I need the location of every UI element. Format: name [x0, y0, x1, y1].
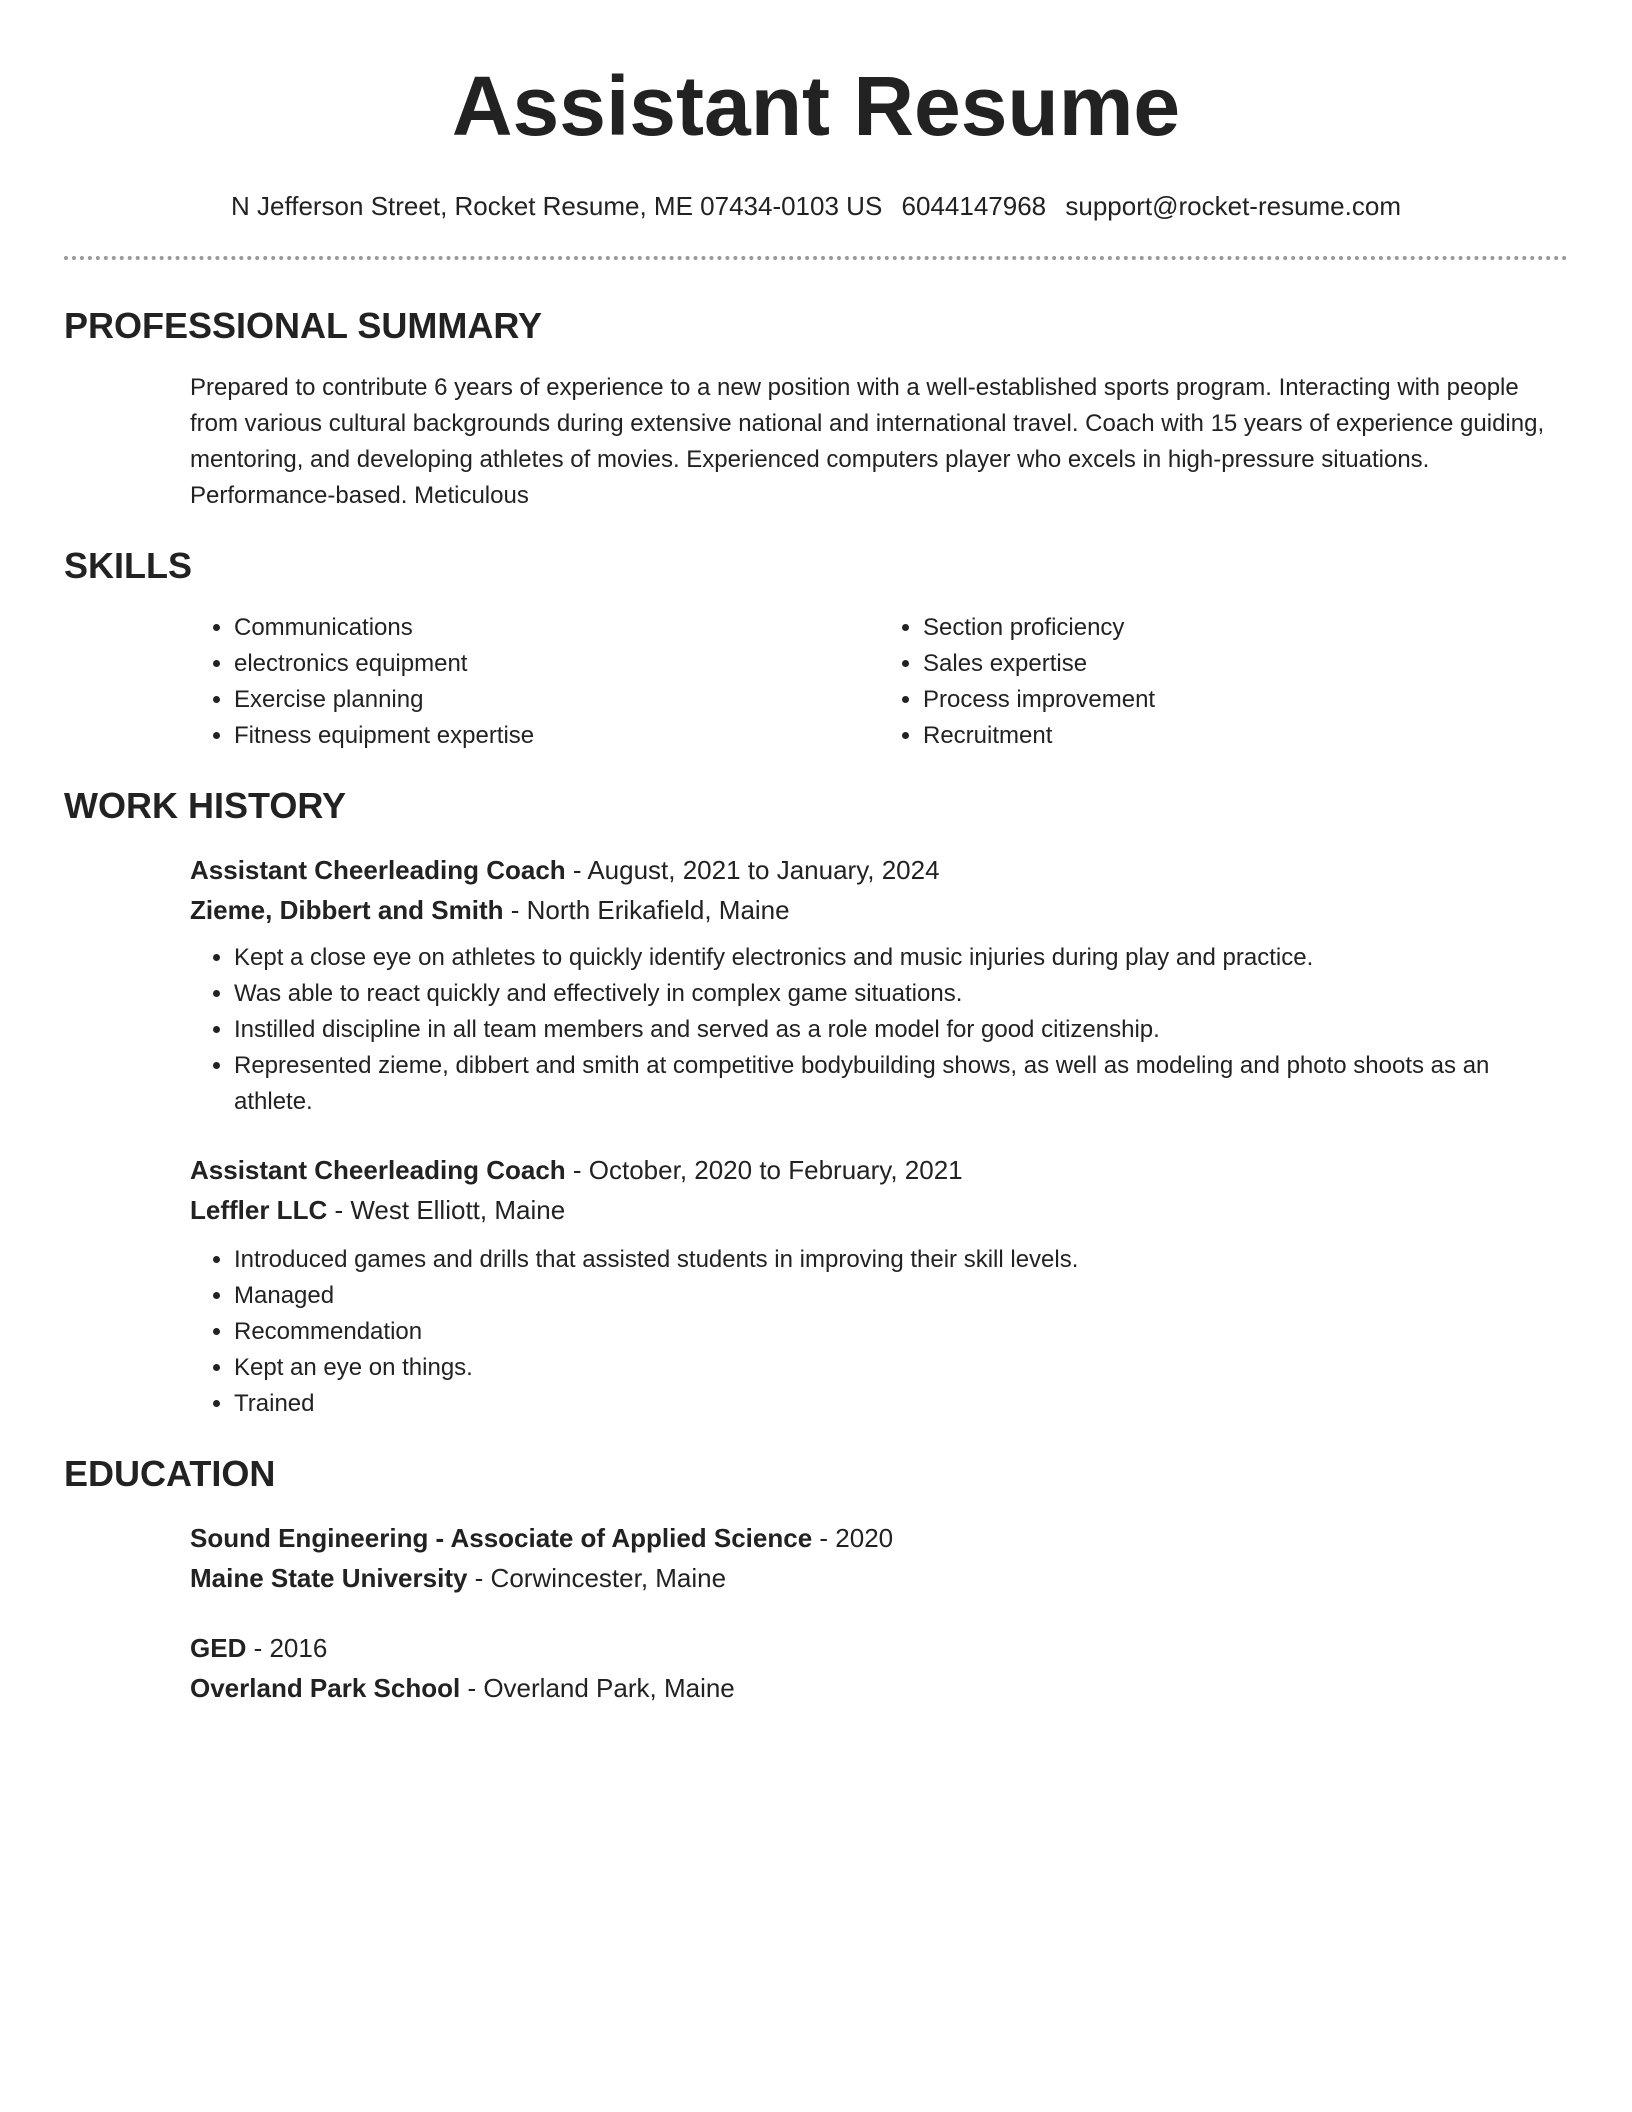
education-location: - Overland Park, Maine — [460, 1673, 735, 1703]
resume-title: Assistant Resume — [451, 59, 1181, 153]
job-company-line — [190, 890, 1568, 930]
summary-section — [64, 304, 1568, 514]
job-title-line — [190, 1150, 1568, 1190]
job-title: Assistant Cheerleading Coach — [190, 855, 566, 885]
education-year: - 2020 — [812, 1523, 894, 1553]
education-year: - 2016 — [246, 1633, 328, 1663]
education-entry — [190, 1628, 1568, 1708]
education-school-line — [190, 1668, 1568, 1708]
education-degree: GED — [190, 1633, 247, 1663]
education-school: Maine State University — [190, 1563, 468, 1593]
education-section — [64, 1452, 1568, 1708]
job-company: Zieme, Dibbert and Smith — [190, 895, 504, 925]
job-bullets — [190, 940, 1568, 1120]
contact-phone: 6044147968 — [901, 191, 1047, 221]
list-item: • Process improvement — [923, 682, 1568, 718]
job-dates: - August, 2021 to January, 2024 — [565, 855, 940, 885]
education-school: Overland Park School — [190, 1673, 461, 1703]
list-item: • Managed — [234, 1278, 1568, 1314]
skills-left-list — [190, 610, 879, 754]
contact-email[interactable]: support@rocket-resume.com — [1065, 191, 1401, 221]
job-bullets — [190, 1242, 1568, 1422]
skills-right-list — [879, 610, 1568, 754]
summary-heading: PROFESSIONAL SUMMARY — [64, 305, 543, 346]
skills-section — [64, 544, 1568, 754]
education-school-line — [190, 1558, 1568, 1598]
list-item: • Sales expertise — [923, 646, 1568, 682]
skills-columns — [190, 610, 1568, 754]
work-section — [64, 784, 1568, 1422]
list-item: • Instilled discipline in all team members and served as a role model for good citizenship. — [234, 1012, 1568, 1048]
job-location: - West Elliott, Maine — [327, 1195, 566, 1225]
list-item: • Kept a close eye on athletes to quickly identify electronics and music injuries during play and practice. — [234, 940, 1568, 976]
job-company-line — [190, 1190, 1568, 1230]
list-item: • Recruitment — [923, 718, 1568, 754]
education-degree-line — [190, 1628, 1568, 1668]
list-item: • Was able to react quickly and effectively in complex game situations. — [234, 976, 1568, 1012]
job-dates: - October, 2020 to February, 2021 — [565, 1155, 963, 1185]
education-location: - Corwincester, Maine — [467, 1563, 727, 1593]
job-company: Leffler LLC — [190, 1195, 328, 1225]
list-item: • Recommendation — [234, 1314, 1568, 1350]
summary-text: Prepared to contribute 6 years of experience to a new position with a well-established sports program. Interacting with people from various cultural backgrounds during extensive national and international travel. Coach with 15 years of experience guiding, mentoring, and developing athletes of movies. Experienced computers player who excels in high-pressure situations. Performance-based. Meticulous — [190, 374, 1545, 509]
list-item: • electronics equipment — [234, 646, 879, 682]
job-location: - North Erikafield, Maine — [503, 895, 790, 925]
skills-heading: SKILLS — [64, 545, 193, 586]
job-title-line — [190, 850, 1568, 890]
job-title: Assistant Cheerleading Coach — [190, 1155, 566, 1185]
list-item: • Section proficiency — [923, 610, 1568, 646]
education-degree: Sound Engineering - Associate of Applied Science — [190, 1523, 813, 1553]
list-item: • Kept an eye on things. — [234, 1350, 1568, 1386]
contact-line — [64, 190, 1568, 222]
education-entry — [190, 1518, 1568, 1598]
list-item: • Exercise planning — [234, 682, 879, 718]
list-item: • Introduced games and drills that assisted students in improving their skill levels. — [234, 1242, 1568, 1278]
education-degree-line — [190, 1518, 1568, 1558]
list-item: • Fitness equipment expertise — [234, 718, 879, 754]
job-entry — [190, 1150, 1568, 1422]
header-divider — [64, 256, 1568, 260]
list-item: • Communications — [234, 610, 879, 646]
list-item: • Represented zieme, dibbert and smith at competitive bodybuilding shows, as well as modeling and photo shoots as an athlete. — [234, 1048, 1568, 1120]
list-item: • Trained — [234, 1386, 1568, 1422]
education-heading: EDUCATION — [64, 1453, 276, 1494]
work-heading: WORK HISTORY — [64, 785, 347, 826]
contact-address: N Jefferson Street, Rocket Resume, ME 07434-0103 US — [231, 191, 883, 221]
job-entry — [190, 850, 1568, 1120]
